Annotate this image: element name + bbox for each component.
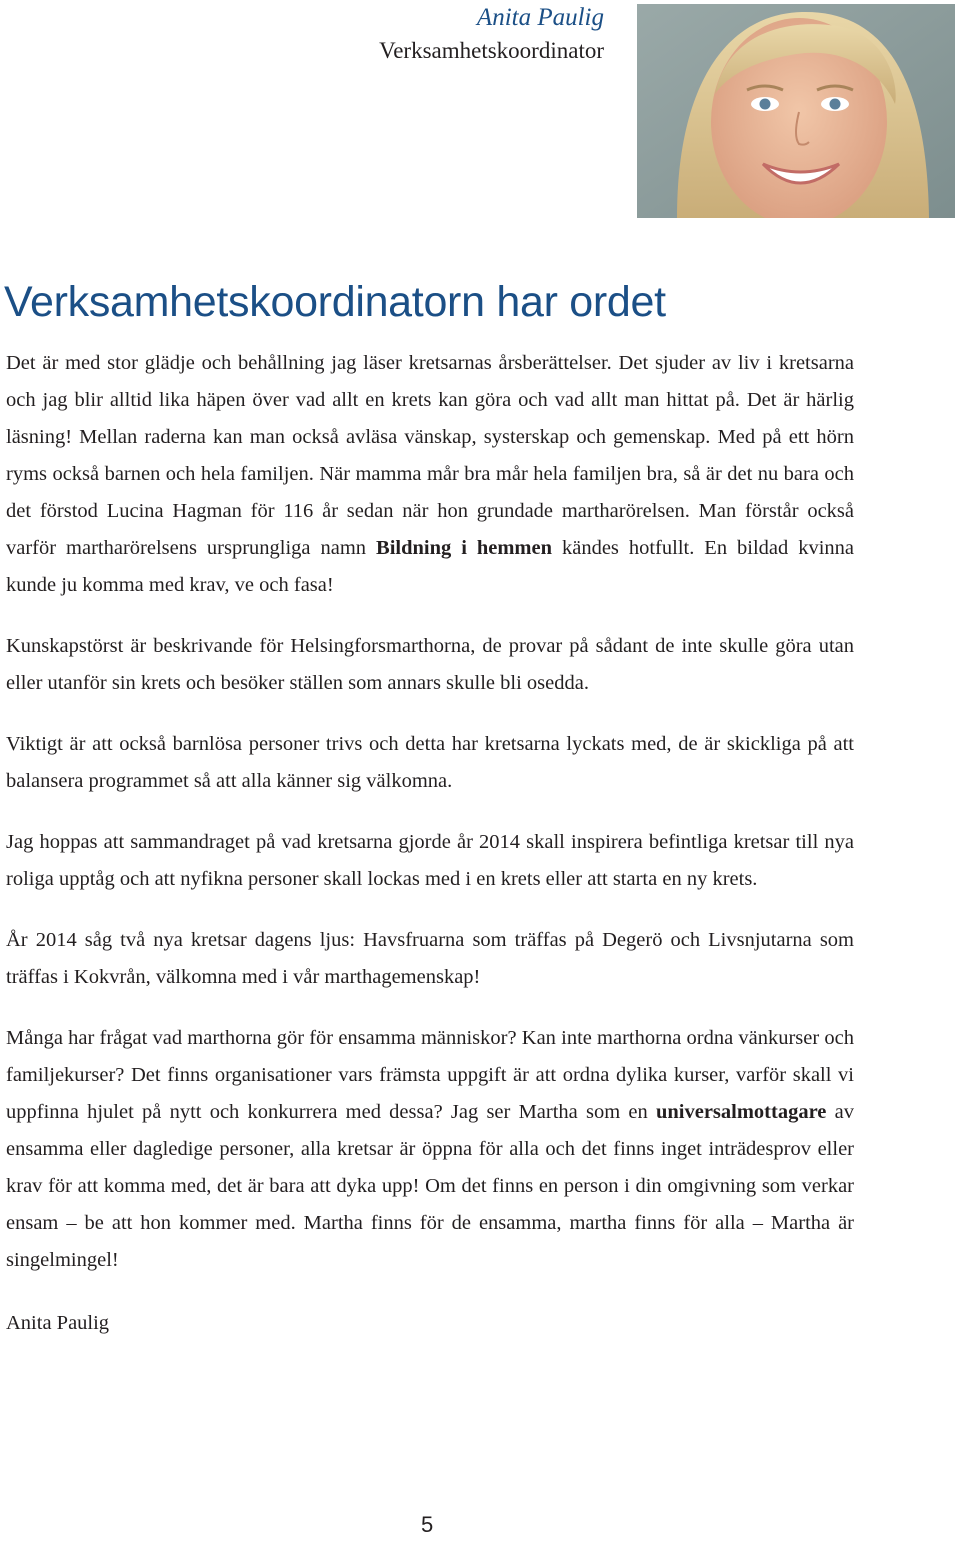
bold-phrase: Bildning i hemmen [376,537,552,559]
paragraph-text: av ensamma eller dagledige personer, alla kretsar är öppna för alla och det finns inget inträdesprov eller krav för att komma med, det är bara att dyka upp! Om det finns en person i din omgivning som verkar ensam – be att hon kommer med. Martha finns för de ensamma, martha finns för alla – Martha är singelmingel! [6,1101,855,1271]
article-body [6,345,854,1342]
paragraph: År 2014 såg två nya kretsar dagens ljus: Havsfruarna som träffas på Degerö och Livsnjutarna som träffas i Kokvrån, välkomna med i vår marthagemenskap! [6,929,854,988]
paragraph [6,1020,854,1279]
paragraph: Jag hoppas att sammandraget på vad kretsarna gjorde år 2014 skall inspirera befintliga kretsar till nya roliga upptåg och att nyfikna personer skall lockas med i en krets eller att starta en ny krets. [6,831,854,890]
author-name: Anita Paulig [476,4,604,31]
paragraph-text: Många har frågat vad marthorna gör för ensamma människor? Kan inte marthorna ordna vänkurser och familjekurser? Det finns organisationer vars främsta uppgift är att ordna dylika kurser, varför skall vi uppfinna hjulet på nytt och konkurrera med dessa? Jag ser Martha som en [6,1027,854,1123]
bold-phrase: universalmottagare [655,1101,827,1123]
author-portrait [637,4,955,218]
page-title: Verksamhetskoordinatorn har ordet [4,278,666,326]
paragraph-text: Det är med stor glädje och behållning jag läser kretsarnas årsberättelser. Det sjuder av liv i kretsarna och jag blir alltid lika häpen över vad allt en krets kan göra och vad allt man hittat på. Det är härlig läsning! Mellan raderna kan man också avläsa vänskap, systerskap och gemenskap. Med på ett hörn ryms också barnen och hela familjen. När mamma mår bra mår hela familjen bra, så är det nu bara och det förstod Lucina Hagman för 116 år sedan när hon grundade martharörelsen. Man förstår också varför martharörelsens ursprungliga namn [6,352,854,559]
paragraph: Viktigt är att också barnlösa personer trivs och detta har kretsarna lyckats med, de är skickliga på att balansera programmet så att alla känner sig välkomna. [6,733,854,792]
paragraph: Kunskapstörst är beskrivande för Helsingforsmarthorna, de provar på sådant de inte skulle göra utan eller utanför sin krets och besöker ställen som annars skulle bli osedda. [6,635,854,694]
paragraph-text: kändes hotfullt. En bildad kvinna kunde ju komma med krav, ve och fasa! [6,537,855,596]
page-number: 5 [421,1512,434,1537]
signature: Anita Paulig [6,1312,110,1334]
author-role: Verksamhetskoordinator [379,38,604,63]
paragraph [6,345,854,604]
author-block [379,2,604,68]
